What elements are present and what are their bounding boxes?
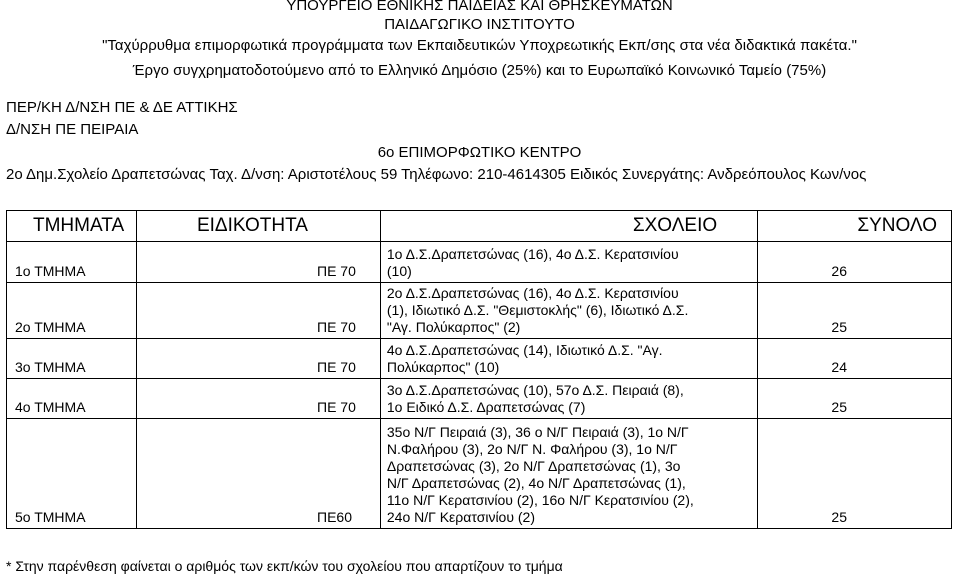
table-row <box>7 339 952 379</box>
institute-title: ΠΑΙΔΑΓΩΓΙΚΟ ΙΝΣΤΙΤΟΥΤΟ <box>384 16 575 33</box>
header-section: ΤΜΗΜΑΤΑ <box>7 211 137 242</box>
row-school: 2ο Δ.Σ.Δραπετσώνας (16), 4ο Δ.Σ. Κερατσινίου (1), Ιδιωτικό Δ.Σ. "Θεμιστοκλής" (6), Ιδιωτικό Δ.Σ. "Αγ. Πολύκαρπος" (2) <box>380 283 757 339</box>
row-section: 1ο ΤΜΗΜΑ <box>7 242 137 283</box>
header-specialty: ΕΙΔΙΚΟΤΗΤΑ <box>136 211 380 242</box>
row-specialty: ΠΕ 70 <box>136 283 380 339</box>
row-specialty: ΠΕ 70 <box>136 379 380 419</box>
row-total: 25 <box>758 379 952 419</box>
directorate-title: Δ/ΝΣΗ ΠΕ ΠΕΙΡΑΙΑ <box>6 121 139 138</box>
row-school: 3ο Δ.Σ.Δραπετσώνας (10), 57ο Δ.Σ. Πειραιά (8), 1ο Ειδικό Δ.Σ. Δραπετσώνας (7) <box>380 379 757 419</box>
header-total: ΣΥΝΟΛΟ <box>758 211 952 242</box>
sections-table <box>6 210 952 529</box>
footnote: * Στην παρένθεση φαίνεται ο αριθμός των εκπ/κών του σχολείου που απαρτίζουν το τμήμα <box>6 558 563 574</box>
header-school: ΣΧΟΛΕΙΟ <box>380 211 757 242</box>
table-row <box>7 379 952 419</box>
table-row <box>7 242 952 283</box>
row-specialty: ΠΕ 70 <box>136 339 380 379</box>
table-header-row <box>7 211 952 242</box>
row-specialty: ΠΕ 70 <box>136 242 380 283</box>
centre-title: 6ο ΕΠΙΜΟΡΦΩΤΙΚΟ ΚΕΝΤΡΟ <box>377 144 582 161</box>
table-row <box>7 283 952 339</box>
row-section: 2ο ΤΜΗΜΑ <box>7 283 137 339</box>
row-specialty: ΠΕ60 <box>136 419 380 529</box>
address-line: 2ο Δημ.Σχολείο Δραπετσώνας Ταχ. Δ/νση: Αριστοτέλους 59 Τηλέφωνο: 210-4614305 Ειδικός Συνεργάτης: Ανδρεόπουλος Κων/νος <box>6 166 867 183</box>
row-total: 25 <box>758 283 952 339</box>
row-school: 1ο Δ.Σ.Δραπετσώνας (16), 4ο Δ.Σ. Κερατσινίου (10) <box>380 242 757 283</box>
ministry-title: ΥΠΟΥΡΓΕΙΟ ΕΘΝΙΚΗΣ ΠΑΙΔΕΙΑΣ ΚΑΙ ΘΡΗΣΚΕΥΜΑΤΩΝ <box>286 0 673 14</box>
region-title: ΠΕΡ/ΚΗ Δ/ΝΣΗ ΠΕ & ΔΕ ΑΤΤΙΚΗΣ <box>6 99 238 116</box>
row-section: 5ο ΤΜΗΜΑ <box>7 419 137 529</box>
row-total: 24 <box>758 339 952 379</box>
row-school: 35ο Ν/Γ Πειραιά (3), 36 ο Ν/Γ Πειραιά (3), 1ο Ν/Γ Ν.Φαλήρου (3), 2ο Ν/Γ Ν. Φαλήρου (3), 1ο Ν/Γ Δραπετσώνας (3), 2ο Ν/Γ Δραπετσώνας (1), 3ο Ν/Γ Δραπετσώνας (2), 4ο Ν/Γ Δραπετσώνας (1), 11ο Ν/Γ Κερατσινίου (2), 16ο Ν/Γ Κερατσινίου (2), 24ο Ν/Γ Κερατσινίου (2) <box>380 419 757 529</box>
programme-title: "Ταχύρρυθμα επιμορφωτικά προγράμματα των Εκπαιδευτικών Υποχρεωτικής Εκπ/σης στα νέα διδακτικά πακέτα." <box>102 37 857 54</box>
row-total: 26 <box>758 242 952 283</box>
row-total: 25 <box>758 419 952 529</box>
row-section: 3ο ΤΜΗΜΑ <box>7 339 137 379</box>
row-school: 4ο Δ.Σ.Δραπετσώνας (14), Ιδιωτικό Δ.Σ. "Αγ. Πολύκαρπος" (10) <box>380 339 757 379</box>
row-section: 4ο ΤΜΗΜΑ <box>7 379 137 419</box>
funding-note: Έργο συγχρηματοδοτούμενο από το Ελληνικό Δημόσιο (25%) και το Ευρωπαϊκό Κοινωνικό Ταμείο (75%) <box>132 62 827 79</box>
table-row <box>7 419 952 529</box>
